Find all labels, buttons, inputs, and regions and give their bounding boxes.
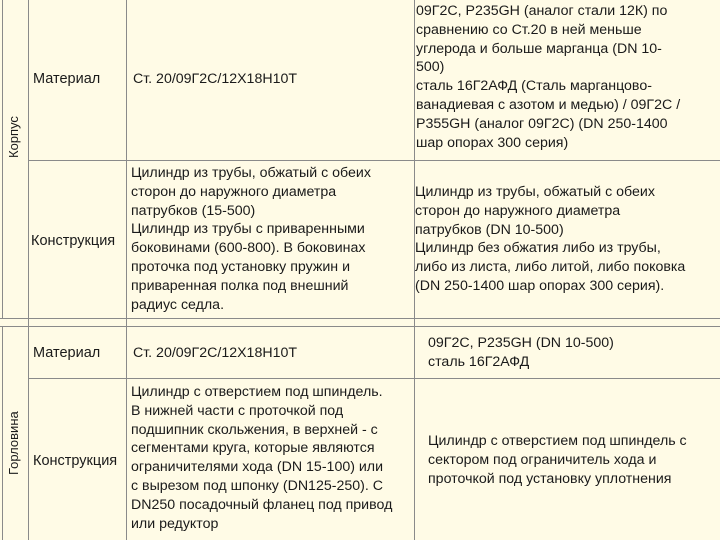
section-divider-bottom bbox=[0, 326, 720, 327]
gorlovina-construction-label: Конструкция bbox=[33, 453, 118, 469]
gorlovina-material-label: Материал bbox=[33, 345, 101, 361]
gorlovina-construction-col1: Цилиндр с отверстием под шпиндель. В нижней части с проточкой под подшипник скольжения, в верхней - с сегментами круга, которые являются ограничителями хода (DN 15-100) или с вырезом под шпонку (DN125-250). С DN250 посадочный фланец под привод или редуктор bbox=[131, 384, 393, 532]
gorlovina-construction-col2: Цилиндр с отверстием под шпиндель с сектором под ограничитель хода и проточкой под установку уплотнения bbox=[428, 433, 687, 487]
section-title-gorlovina: Горловина bbox=[6, 411, 21, 475]
korpus-construction-label: Конструкция bbox=[31, 233, 116, 249]
column-divider-2 bbox=[126, 0, 127, 540]
section-divider-top bbox=[0, 318, 720, 319]
gorlovina-material-col1: Ст. 20/09Г2С/12Х18Н10Т bbox=[133, 345, 298, 361]
korpus-construction-col2: Цилиндр из трубы, обжатый с обеих сторон до наружного диаметра патрубков (DN 10-500) Цилиндр без обжатия либо из трубы, либо из листа, либо литой, либо поковка (DN 250-1400 шар опорах 300 серия). bbox=[415, 184, 686, 294]
row-divider-korpus-material bbox=[28, 160, 720, 161]
section-title-korpus: Корпус bbox=[6, 116, 21, 158]
row-divider-gorlovina-material bbox=[28, 378, 720, 379]
table-border-left bbox=[2, 0, 3, 318]
korpus-material-col2: 09Г2С, Р235GH (аналог стали 12К) по сравнению со Ст.20 в ней меньше углерода и больше марганца (DN 10- 500) сталь 16Г2АФД (Сталь марганцово- ванадиевая с азотом и медью) / 09Г2С / P355GH (аналог 09Г2С) (DN 250-1400 шар опорах 300 серия) bbox=[416, 3, 681, 151]
korpus-material-label: Материал bbox=[33, 71, 101, 87]
gorlovina-material-col2: 09Г2С, Р235GH (DN 10-500) сталь 16Г2АФД bbox=[428, 335, 614, 370]
table-border-left-lower bbox=[2, 326, 3, 540]
column-divider-1 bbox=[28, 0, 29, 540]
korpus-construction-col1: Цилиндр из трубы, обжатый с обеих сторон до наружного диаметра патрубков (15-500) Цилиндр из трубы с приваренными боковинами (600-800). В боковинах проточка под установку пружин и приваренная полка под внешний радиус седла. bbox=[131, 165, 371, 313]
korpus-material-col1: Ст. 20/09Г2С/12Х18Н10Т bbox=[133, 71, 298, 87]
